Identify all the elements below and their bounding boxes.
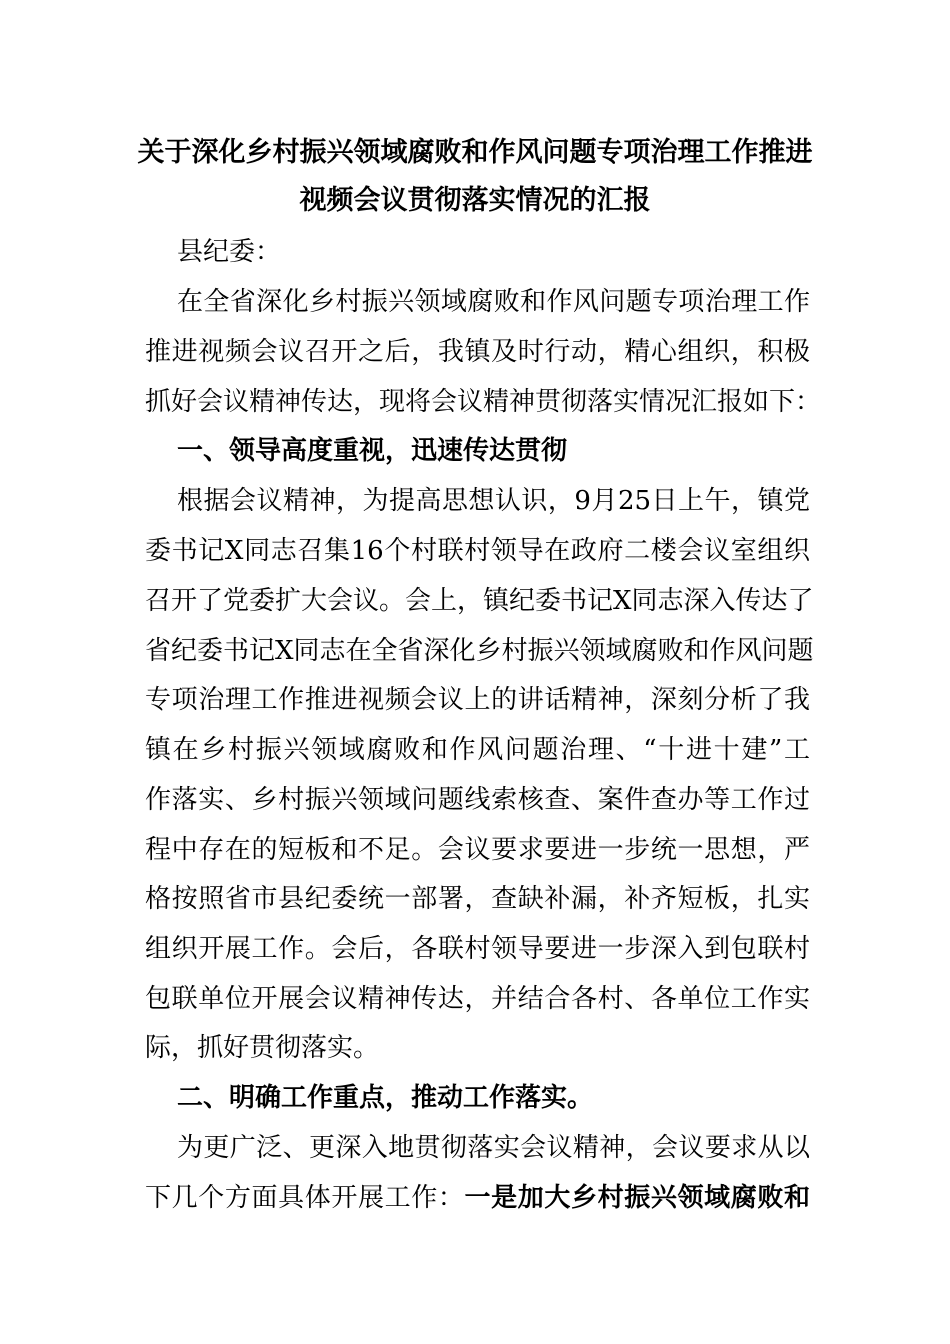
section-1-line-2: 委书记X同志召集16个村联村领导在政府二楼会议室组织 xyxy=(145,536,810,566)
section-2-line-2-bold-text: 一是加大乡村振兴领域腐败和 xyxy=(464,1183,810,1213)
section-1-line-12: 际，抓好贯彻落实。 xyxy=(145,1033,380,1063)
section-1-line-9: 格按照省市县纪委统一部署，查缺补漏，补齐短板，扎实 xyxy=(145,884,810,914)
section-1-heading: 一、领导高度重视，迅速传达贯彻 xyxy=(177,436,568,466)
section-1-line-1: 根据会议精神，为提高思想认识，9月25日上午，镇党 xyxy=(177,486,810,516)
section-1-line-3: 召开了党委扩大会议。会上，镇纪委书记X同志深入传达了 xyxy=(145,586,814,616)
intro-line-2: 推进视频会议召开之后，我镇及时行动，精心组织，积极 xyxy=(145,337,810,367)
section-1-line-4: 省纪委书记X同志在全省深化乡村振兴领域腐败和作风问题 xyxy=(145,636,814,666)
section-1-line-6: 镇在乡村振兴领域腐败和作风问题治理、“十进十建”工 xyxy=(145,735,810,765)
section-2-line-2 xyxy=(145,1178,810,1218)
section-2-line-2-text: 下几个方面具体开展工作： xyxy=(145,1183,465,1213)
section-1-line-8: 程中存在的短板和不足。会议要求要进一步统一思想，严 xyxy=(145,835,810,865)
intro-line-3: 抓好会议精神传达，现将会议精神贯彻落实情况汇报如下： xyxy=(145,387,822,417)
section-1-line-11: 包联单位开展会议精神传达，并结合各村、各单位工作实 xyxy=(145,984,810,1014)
section-1-line-10: 组织开展工作。会后，各联村领导要进一步深入到包联村 xyxy=(145,934,810,964)
section-1-line-7: 作落实、乡村振兴领域问题线索核查、案件查办等工作过 xyxy=(145,785,810,815)
salutation: 县纪委： xyxy=(177,237,282,267)
intro-line-1: 在全省深化乡村振兴领域腐败和作风问题专项治理工作 xyxy=(177,287,810,317)
section-2-line-1: 为更广泛、更深入地贯彻落实会议精神，会议要求从以 xyxy=(177,1133,810,1163)
document-title-line-1: 关于深化乡村振兴领域腐败和作风问题专项治理工作推进 xyxy=(137,137,813,168)
section-2-heading: 二、明确工作重点，推动工作落实。 xyxy=(177,1083,594,1113)
document-title-line-2: 视频会议贯彻落实情况的汇报 xyxy=(299,185,651,216)
section-1-line-5: 专项治理工作推进视频会议上的讲话精神，深刻分析了我 xyxy=(145,685,810,715)
